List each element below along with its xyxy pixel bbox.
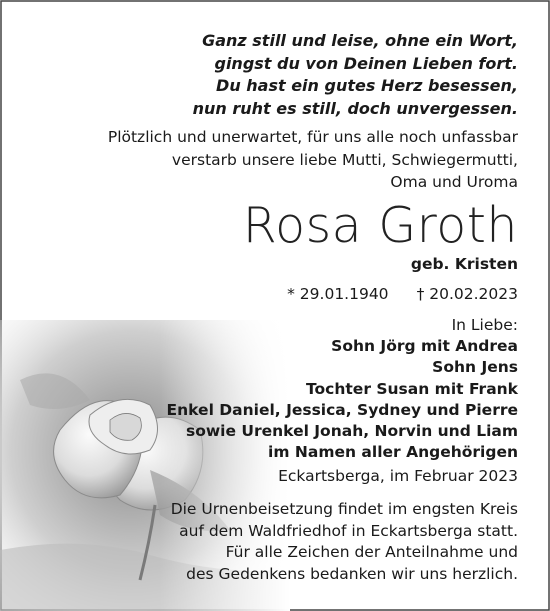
intro-text [108,126,518,194]
mourner: sowie Urenkel Jonah, Norvin und Liam [185,422,518,441]
mourner: Enkel Daniel, Jessica, Sydney und Pierre [166,400,518,419]
death-date: † 20.02.2023 [416,285,518,303]
life-dates [287,285,518,303]
intro-line: Plötzlich und unerwartet, für uns alle noch unfassbar [107,128,518,146]
poem [193,30,518,120]
maiden-name: geb. Kristen [410,255,518,273]
deceased-name: Rosa Groth [242,197,518,254]
mourners-list [167,315,518,463]
place-and-date: Eckartsberga, im Februar 2023 [278,467,518,485]
mourner: im Namen aller Angehörigen [268,443,518,462]
mourner: Sohn Jörg mit Andrea [331,337,518,356]
poem-line: gingst du von Deinen Lieben fort. [214,53,518,73]
intro-line: verstarb unsere liebe Mutti, Schwiegermutti, [171,150,518,169]
birth-date: * 29.01.1940 [287,285,389,303]
mourners-heading: In Liebe: [451,316,518,334]
poem-line: Du hast ein gutes Herz besessen, [216,76,518,95]
mourner: Sohn Jens [432,358,518,377]
poem-line: nun ruht es still, doch unvergessen. [192,98,518,118]
closing-text [171,499,518,585]
poem-line: Ganz still und leise, ohne ein Wort, [202,31,518,50]
closing-line: des Gedenkens bedanken wir uns herzlich. [186,564,518,583]
closing-line: Für alle Zeichen der Anteilnahme und [225,543,518,561]
closing-line: Die Urnenbeisetzung findet im engsten Kreis [170,500,518,518]
closing-line: auf dem Waldfriedhof in Eckartsberga statt. [179,521,518,540]
mourner: Tochter Susan mit Frank [306,379,518,398]
intro-line: Oma und Uroma [390,173,518,191]
